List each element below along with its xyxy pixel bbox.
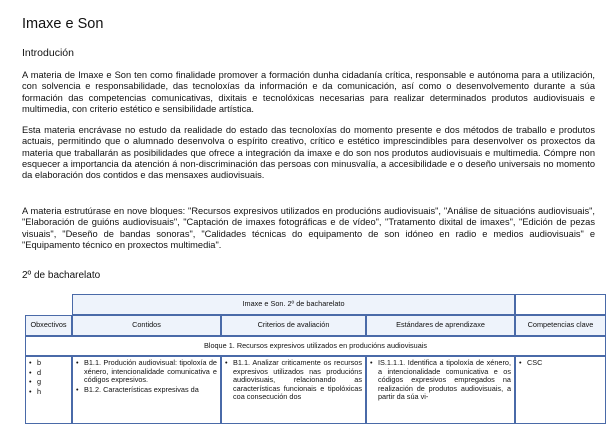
standards-list (370, 359, 511, 402)
list-item: • IS.1.1.1. Identifica a tipoloxía de xénero, a intencionalidade comunicativa e os códigos expresivos empregados na realización de produtos audiovisuais, a partir da súa vi- (370, 359, 511, 402)
column-header-contents: Contidos (72, 315, 221, 336)
standards-cell (366, 356, 515, 424)
curriculum-table (25, 294, 606, 424)
paragraph: A materia de Imaxe e Son ten como finalidade promover a formación dunha cidadanía crítica, responsable e autónoma para a utilización, con solvencia e responsabilidade, das tecnoloxías da información e da comunicación, así como o desenvolvemento durante a súa formación das competencias comunicativas, dixitais e tecnolóxicas necesarias para realizar determinados produtos audiovisuais e multimedia, con criterio estético e sensibilidade artística. (22, 70, 595, 114)
intro-heading: Introdución (22, 47, 74, 59)
column-header-criteria: Criterios de avaliación (221, 315, 366, 336)
objectives-cell (25, 356, 72, 424)
table-caption: Imaxe e Son. 2º de bacharelato (72, 294, 515, 315)
list-item: • b (29, 359, 68, 368)
column-header-competences: Competencias clave (515, 315, 606, 336)
paragraph: Esta materia encrávase no estudo da realidade do estado das tecnoloxías do momento presente e dos métodos de traballo e produtos actuais, permitindo que o alumnado desenvolva o espírito creativo, crítico e estético imprescindibles para desenvolver os proxectos da materia que traballarán as posibilidades que ofrece a integración da imaxe e do son nos produtos audiovisuais e multimedia. Cómpre non esquecer a importancia da atención á non-discriminación das persoas con minusvalía, a accesibilidade e o deseño universais no momento da elaboración dos contidos e das mensaxes audiovisuais. (22, 125, 595, 181)
criteria-cell (221, 356, 366, 424)
contents-list (76, 359, 217, 394)
column-header-standards: Estándares de aprendizaxe (366, 315, 515, 336)
list-item: • h (29, 388, 68, 397)
objectives-list (29, 359, 68, 396)
list-item: • B1.1. Produción audiovisual: tipoloxía de xénero, intencionalidade comunicativa e códigos expresivos. (76, 359, 217, 385)
block-title: Bloque 1. Recursos expresivos utilizados en producións audiovisuais (25, 336, 606, 356)
contents-cell (72, 356, 221, 424)
list-item: • d (29, 369, 68, 378)
list-item: • B1.1. Analizar criticamente os recursos expresivos utilizados nas producións audiovisuais, relacionando as características funcionais e tipolóxicas coa consecución dos (225, 359, 362, 402)
competences-cell (515, 356, 606, 424)
list-item: • CSC (519, 359, 602, 368)
list-item: • g (29, 378, 68, 387)
column-header-objectives: Obxectivos (25, 315, 72, 336)
level-heading: 2º de bacharelato (22, 270, 101, 281)
competences-list (519, 359, 602, 368)
paragraph: A materia estrutúrase en nove bloques: "Recursos expresivos utilizados en producións audiovisuais", "Análise de situacións audiovisuais", "Elaboración de guións audiovisuais", "Captación de imaxes fotográficas e de vídeo", "Tratamento dixital de imaxes", "Edición de pezas visuais", "Deseño de bandas sonoras", "Calidades técnicas do equipamento de son idóneo en radio e medios audiovisuais" e "Equipamento técnico en proxectos multimedia". (22, 206, 595, 250)
criteria-list (225, 359, 362, 402)
list-item: • B1.2. Características expresivas da (76, 386, 217, 395)
page-title: Imaxe e Son (22, 16, 104, 32)
